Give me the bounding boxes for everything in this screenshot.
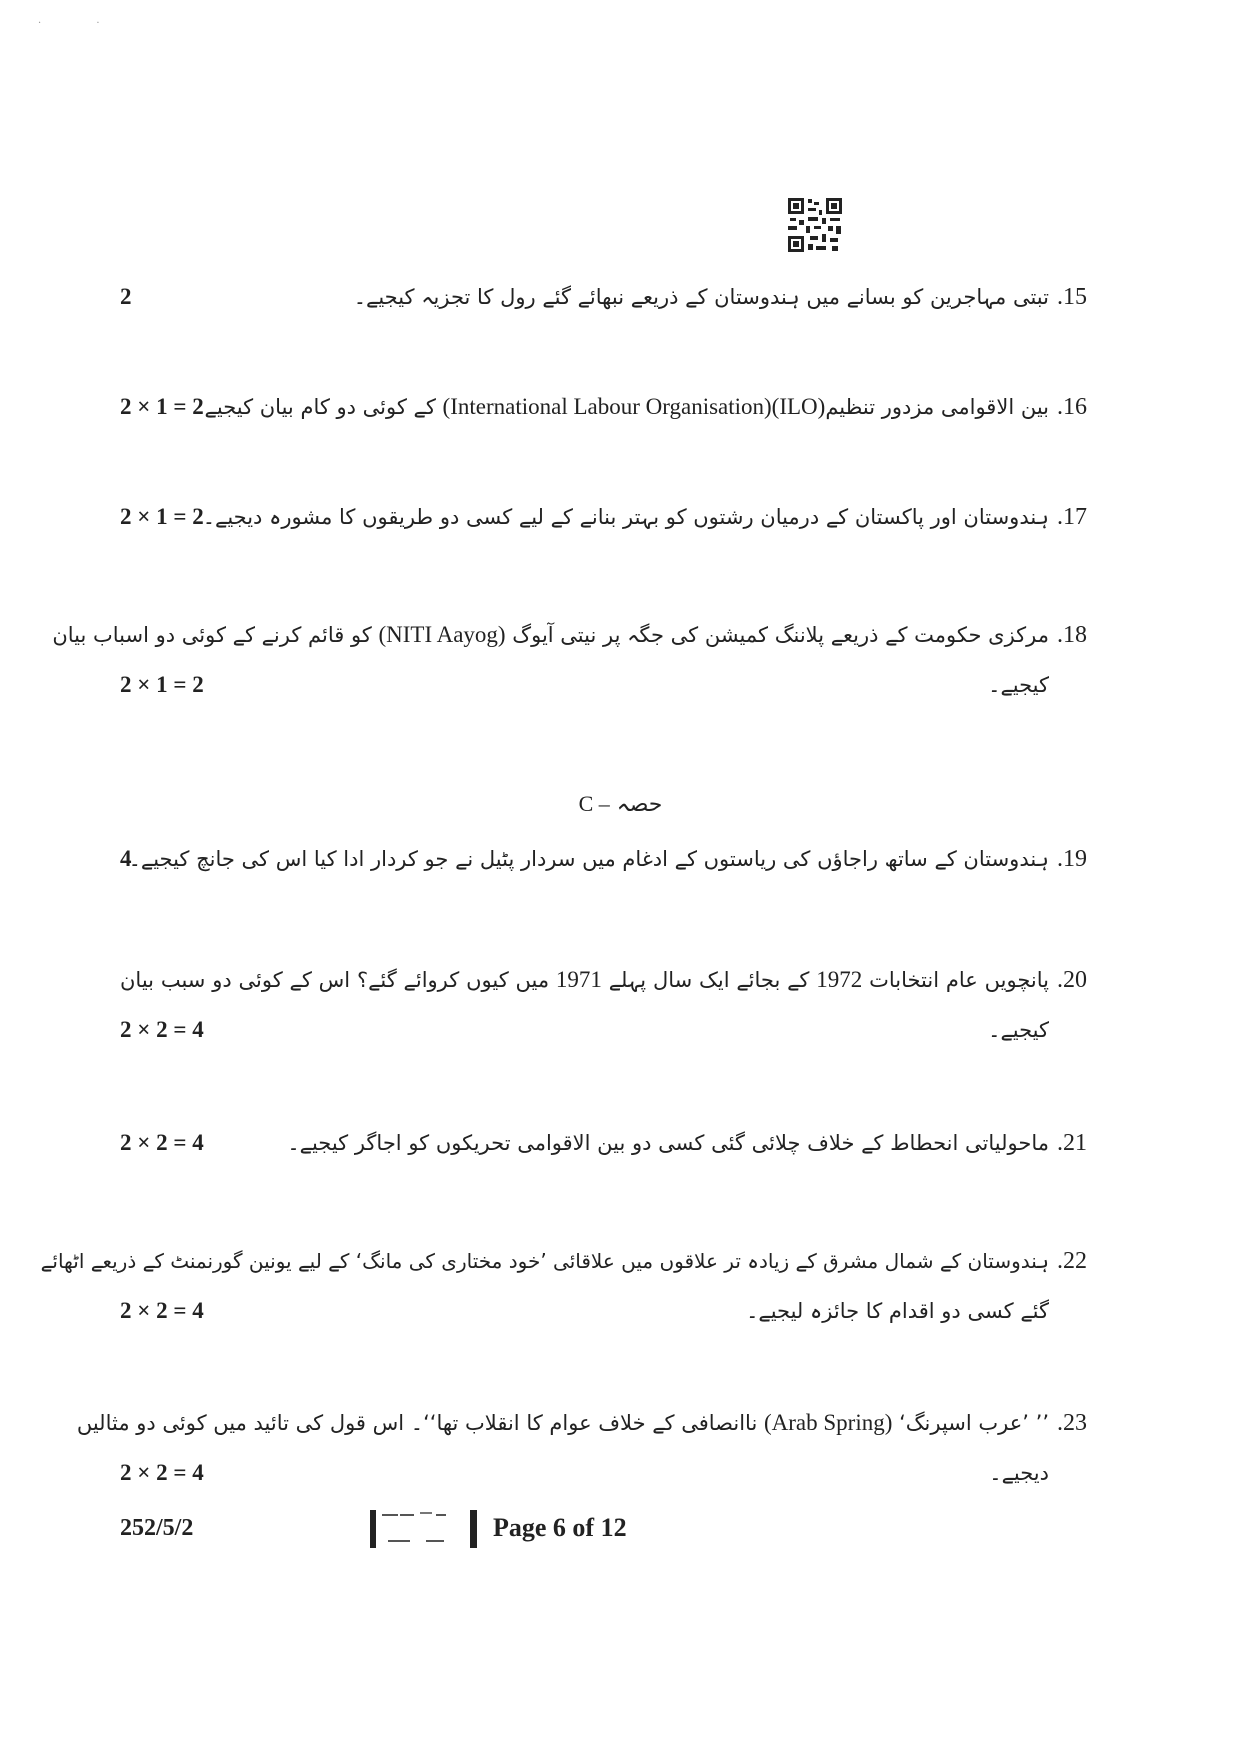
question-text: ’’ ’عرب اسپرنگ‘ (Arab Spring) ناانصافی کے خلاف عوام کا انقلاب تھا‘‘۔ اس قول کی تائید میں کوئی دو مثالیں: [76, 1410, 1049, 1435]
section-heading: C – حصہ: [578, 791, 663, 817]
scan-marks: · ·: [38, 18, 126, 29]
question-22: [40, 1236, 1113, 1336]
question-21: [120, 1118, 1113, 1168]
question-number: .22: [1057, 1248, 1087, 1274]
question-text-line2: دیجیے۔: [989, 1461, 1049, 1485]
question-text: ماحولیاتی انحطاط کے خلاف چلائی گئی کسی دو بین الاقوامی تحریکوں کو اجاگر کیجیے۔: [287, 1131, 1049, 1155]
question-17: [120, 492, 1113, 542]
barcode-icon: [370, 1510, 478, 1548]
page-number: Page 6 of 12: [493, 1513, 627, 1542]
marks: 2 × 1 = 2: [120, 504, 204, 529]
marks: 2 × 2 = 4: [120, 1017, 204, 1042]
marks: 2 × 1 = 2: [120, 672, 204, 697]
question-number: .23: [1057, 1410, 1087, 1436]
question-number: .18: [1057, 622, 1087, 648]
marks: 2 × 2 = 4: [120, 1460, 204, 1485]
question-19: [120, 834, 1113, 884]
marks: 2 × 2 = 4: [120, 1298, 204, 1323]
marks: 2: [120, 284, 132, 309]
question-text-line2: گئے کسی دو اقدام کا جائزہ لیجیے۔: [746, 1299, 1049, 1323]
question-15: [120, 272, 1113, 322]
question-text-line2: کیجیے۔: [988, 1018, 1049, 1042]
question-text: بین الاقوامی مزدور تنظیم(International Labour Organisation)(ILO) کے کوئی دو کام بیان کیجیے۔: [192, 394, 1049, 419]
paper-code: 252/5/2: [120, 1515, 194, 1541]
question-16: [120, 382, 1113, 432]
question-text: ہندوستان اور پاکستان کے درمیان رشتوں کو بہتر بنانے کے لیے کسی دو طریقوں کا مشورہ دیجیے۔: [202, 505, 1049, 529]
question-number: .21: [1057, 1130, 1087, 1156]
marks: 2 × 1 = 2: [120, 394, 204, 419]
question-number: .15: [1057, 284, 1087, 310]
question-text: تبتی مہاجرین کو بسانے میں ہندوستان کے ذریعے نبھائے گئے رول کا تجزیہ کیجیے۔: [353, 285, 1049, 309]
question-text: پانچویں عام انتخابات 1972 کے بجائے ایک سال پہلے 1971 میں کیوں کروائے گئے؟ اس کے کوئی دو سبب بیان: [120, 967, 1049, 992]
question-20: [120, 955, 1113, 1055]
marks: 2 × 2 = 4: [120, 1130, 204, 1155]
question-number: .20: [1057, 967, 1087, 993]
question-number: .19: [1057, 846, 1087, 872]
question-text: ہندوستان کے شمال مشرق کے زیادہ تر علاقوں میں علاقائی ’خود مختاری کی مانگ‘ کے لیے یونین گورنمنٹ کے ذریعے اٹھائے: [40, 1249, 1049, 1273]
question-text: مرکزی حکومت کے ذریعے پلاننگ کمیشن کی جگہ پر نیتی آیوگ (NITI Aayog) کو قائم کرنے کے کوئی دو اسباب بیان: [52, 622, 1049, 647]
question-text-line2: کیجیے۔: [988, 673, 1049, 697]
question-18: [52, 610, 1113, 710]
question-number: .16: [1057, 394, 1087, 420]
question-number: .17: [1057, 504, 1087, 530]
qr-code-icon: [786, 196, 844, 254]
question-text: ہندوستان کے ساتھ راجاؤں کی ریاستوں کے ادغام میں سردار پٹیل نے جو کردار ادا کیا اس کی جانچ کیجیے۔: [128, 847, 1049, 871]
marks: 4: [120, 846, 132, 871]
question-23: [76, 1398, 1113, 1498]
